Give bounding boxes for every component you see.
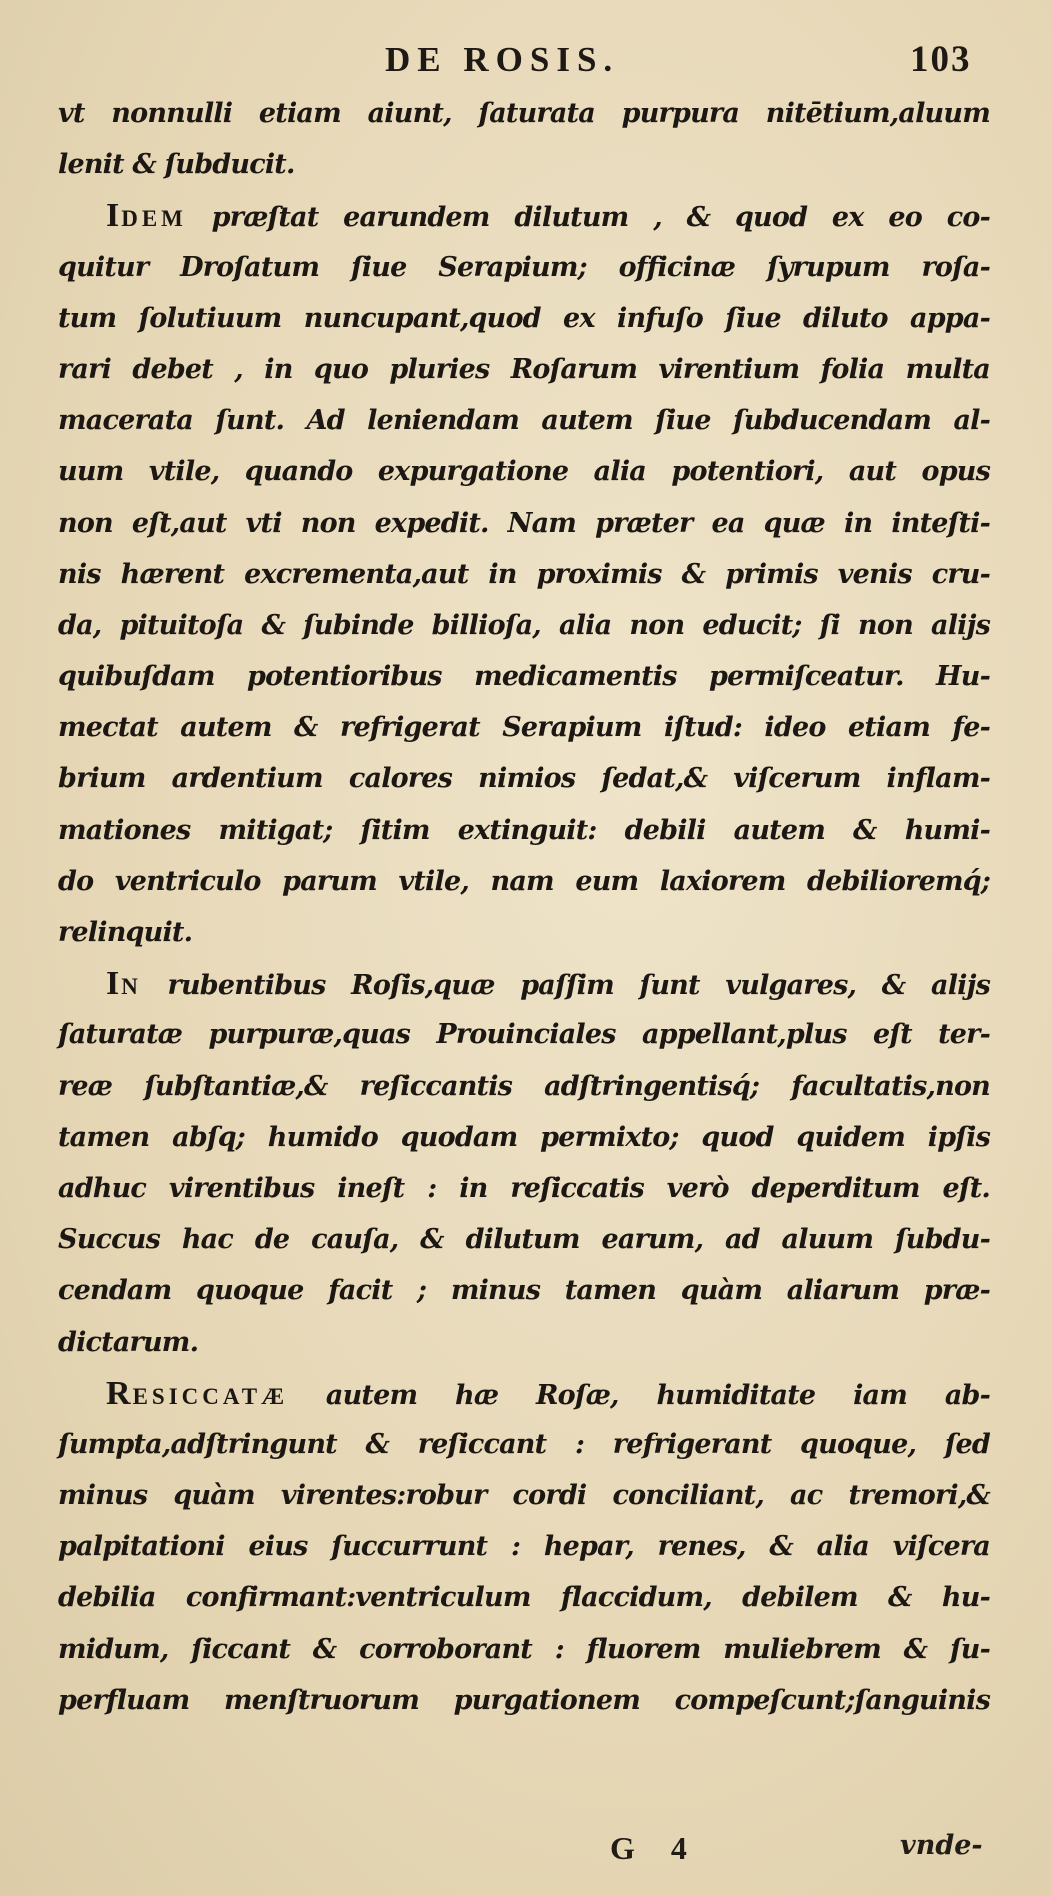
text-line (58, 1368, 990, 1419)
text-line: palpitationi eius ſuccurrunt : hepar, renes, & alia viſcera (58, 1531, 990, 1563)
page-number: 103 (910, 39, 972, 80)
text-line: lenit & ſubducit. (58, 149, 295, 181)
text-line: debilia confirmant:ventriculum flaccidum, debilem & hu- (58, 1582, 990, 1614)
text-line: uum vtile, quando expurgatione alia potentiori, aut opus (58, 456, 990, 488)
text-line: do ventriculo parum vtile, nam eum laxiorem debilioremq́; (58, 865, 990, 897)
text-line: tamen abſq; humido quodam permixto; quod quidem ipſis (58, 1121, 990, 1153)
text-line: quitur Droſatum ſiue Serapium; officinæ ſyrupum roſa- (58, 251, 990, 283)
text-line: Succus hac de cauſa, & dilutum earum, ad aluum ſubdu- (58, 1224, 990, 1256)
text-line: dictarum. (58, 1326, 199, 1358)
text-line: brium ardentium calores nimios ſedat,& viſcerum inflam- (58, 763, 990, 795)
page-header (0, 36, 1052, 86)
text-line: minus quàm virentes:robur cordi conciliant, ac tremori,& (58, 1480, 990, 1512)
text-line (58, 190, 990, 241)
text-line: ſaturatæ purpuræ,quas Prouinciales appellant,plus eſt ter- (58, 1019, 990, 1051)
text-line: rari debet , in quo pluries Roſarum virentium folia multa (58, 353, 990, 385)
paragraph-lead-resiccatae: RESICCATÆ (106, 1374, 289, 1412)
running-title: DE ROSIS. (385, 40, 620, 79)
text-line: macerata ſunt. Ad leniendam autem ſiue ſubducendam al- (58, 405, 990, 437)
text-line: da, pituitoſa & ſubinde billioſa, alia non educit; ſi non alijs (58, 609, 990, 641)
text-line: midum, ſiccant & corroborant : fluorem muliebrem & ſu- (58, 1633, 990, 1665)
text-line: adhuc virentibus ineſt : in reſiccatis verò deperditum eſt. (58, 1172, 990, 1204)
text-line: tum ſolutiuum nuncupant,quod ex infuſo ſiue diluto appa- (58, 302, 990, 334)
text-line: nis hærent excrementa,aut in proximis & primis venis cru- (58, 558, 990, 590)
text-line: ſumpta,adſtringunt & reſiccant : refrigerant quoque, ſed (58, 1428, 990, 1460)
catchword: vnde- (900, 1830, 983, 1861)
signature-mark: G 4 (610, 1830, 701, 1866)
body-text (58, 88, 990, 1726)
text-line: non eſt,aut vti non expedit. Nam præter ea quæ in inteſti- (58, 507, 990, 539)
paragraph-lead-idem: IDEM (106, 197, 187, 235)
text-line-rest: autem hæ Roſæ, humiditate iam ab- (288, 1379, 990, 1411)
paragraph-lead-in: IN (106, 965, 142, 1003)
text-line: quibuſdam potentioribus medicamentis permiſceatur. Hu- (58, 661, 990, 693)
text-line (58, 958, 990, 1009)
text-line-rest: rubentibus Roſis,quæ paſſim ſunt vulgares, & alijs (141, 970, 990, 1002)
text-line: cendam quoque facit ; minus tamen quàm aliarum præ- (58, 1275, 990, 1307)
text-line: reæ ſubſtantiæ,& reſiccantis adſtringentisq́; facultatis,non (58, 1070, 990, 1102)
page-footer (0, 1830, 1052, 1880)
text-line: vt nonnulli etiam aiunt, ſaturata purpura nitētium,aluum (58, 98, 990, 129)
text-line: mationes mitigat; ſitim extinguit: debili autem & humi- (58, 814, 990, 846)
text-line: perfluam menſtruorum purgationem compeſcunt;ſanguinis (58, 1684, 990, 1716)
text-line-rest: præſtat earundem dilutum , & quod ex eo co- (186, 202, 990, 234)
text-line: mectat autem & refrigerat Serapium iſtud: ideo etiam fe- (58, 712, 990, 744)
text-line: relinquit. (58, 917, 193, 948)
